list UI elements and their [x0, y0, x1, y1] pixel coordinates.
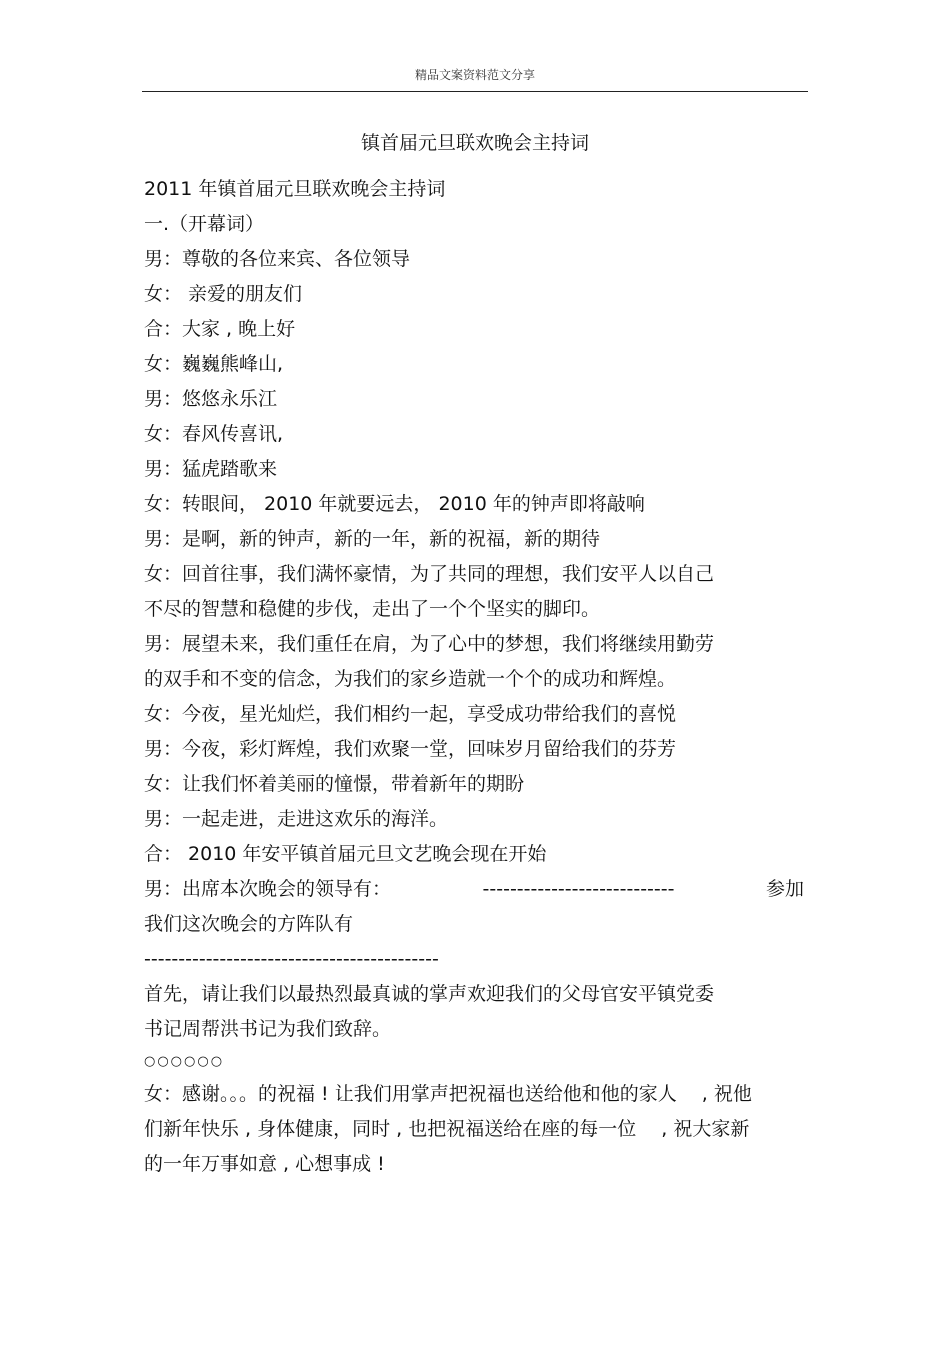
text-line: 男：今夜，彩灯辉煌，我们欢聚一堂，回味岁月留给我们的芬芳 — [144, 738, 677, 760]
text-line: 书记周帮洪书记为我们致辞。 — [144, 1018, 392, 1040]
document-body — [144, 172, 804, 1182]
text-line: 合： 2010 年安平镇首届元旦文艺晚会现在开始 — [144, 843, 547, 865]
header-rule — [142, 91, 808, 92]
text-line: 女：今夜，星光灿烂，我们相约一起，享受成功带给我们的喜悦 — [144, 703, 677, 725]
text-line: 我们这次晚会的方阵队有 — [144, 913, 354, 935]
text-line: 男：展望未来，我们重任在肩，为了心中的梦想，我们将继续用勤劳 — [144, 633, 715, 655]
text-line: 2011 年镇首届元旦联欢晚会主持词 — [144, 178, 446, 200]
leaders-line — [144, 872, 804, 907]
document-title: 镇首届元旦联欢晚会主持词 — [360, 132, 589, 154]
leaders-label: 男：出席本次晚会的领导有： — [144, 878, 392, 900]
text-line: 女：巍巍熊峰山, — [144, 353, 284, 375]
leaders-blank: ---------------------------- — [482, 878, 675, 900]
text-line: 女：让我们怀着美丽的憧憬，带着新年的期盼 — [144, 773, 525, 795]
text-line: 女：回首往事，我们满怀豪情，为了共同的理想，我们安平人以自己 — [144, 563, 715, 585]
text-line: 男：悠悠永乐江 — [144, 388, 278, 410]
text-line: 一.（开幕词） — [144, 213, 265, 235]
dash-separator: ------------------------------------------- — [144, 948, 439, 970]
text-line: 们新年快乐 , 身体健康，同时 , 也把祝福送给在座的每一位 , 祝大家新 — [144, 1118, 750, 1140]
text-line: 的双手和不变的信念，为我们的家乡造就一个个的成功和辉煌。 — [144, 668, 677, 690]
text-line: 女：感谢。。。的祝福 ! 让我们用掌声把祝福也送给他和他的家人 , 祝他 — [144, 1083, 752, 1105]
text-line: 男：一起走进，走进这欢乐的海洋。 — [144, 808, 449, 830]
text-line: 女： 亲爱的朋友们 — [144, 283, 303, 305]
text-line: 女：春风传喜讯, — [144, 423, 284, 445]
text-line: 男：猛虎踏歌来 — [144, 458, 278, 480]
text-line: 首先，请让我们以最热烈最真诚的掌声欢迎我们的父母官安平镇党委 — [144, 983, 715, 1005]
page-header: 精品文案资料范文分享 — [414, 68, 535, 82]
leaders-continue: 参加 — [765, 878, 804, 900]
text-line: 女：转眼间， 2010 年就要远去， 2010 年的钟声即将敲响 — [144, 493, 645, 515]
text-line: 男：是啊，新的钟声，新的一年，新的祝福，新的期待 — [144, 528, 601, 550]
text-line: 的一年万事如意 , 心想事成 ! — [144, 1153, 385, 1175]
text-line: 男：尊敬的各位来宾、各位领导 — [144, 248, 411, 270]
ellipsis-circles: ○○○○○○ — [144, 1054, 225, 1069]
text-line: 不尽的智慧和稳健的步伐，走出了一个个坚实的脚印。 — [144, 598, 601, 620]
text-line: 合：大家 , 晚上好 — [144, 318, 296, 340]
